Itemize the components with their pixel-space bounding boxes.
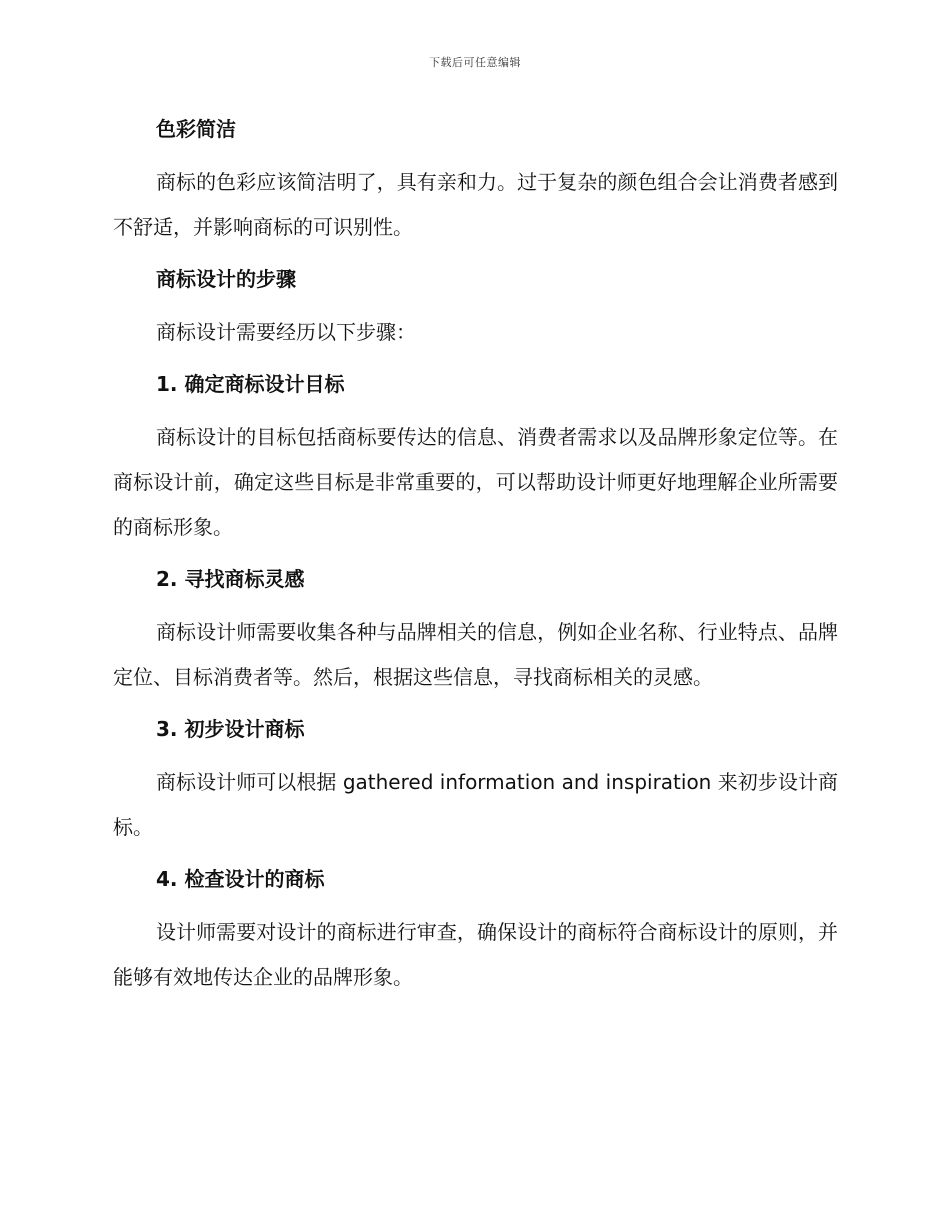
document-body [113, 112, 838, 1000]
section-paragraph: 设计师需要对设计的商标进行审查，确保设计的商标符合商标设计的原则，并能够有效地传达企业的品牌形象。 [113, 920, 838, 989]
section-paragraph: 商标设计需要经历以下步骤： [156, 320, 416, 344]
section-design-steps [113, 262, 838, 367]
section-step-3 [113, 712, 838, 862]
section-step-1 [113, 367, 838, 562]
section-paragraph: 商标的色彩应该简洁明了，具有亲和力。过于复杂的颜色组合会让消费者感到不舒适，并影响商标的可识别性。 [113, 170, 838, 239]
section-heading: 色彩简洁 [156, 117, 236, 141]
section-heading: 4. 检查设计的商标 [156, 867, 325, 891]
section-paragraph: 商标设计的目标包括商标要传达的信息、消费者需求以及品牌形象定位等。在商标设计前，确定这些目标是非常重要的，可以帮助设计师更好地理解企业所需要的商标形象。 [113, 425, 838, 539]
section-paragraph: 商标设计师需要收集各种与品牌相关的信息，例如企业名称、行业特点、品牌定位、目标消费者等。然后，根据这些信息，寻找商标相关的灵感。 [113, 620, 838, 689]
section-heading: 1. 确定商标设计目标 [156, 372, 345, 396]
page-header-note: 下载后可任意编辑 [429, 56, 521, 69]
section-heading: 商标设计的步骤 [156, 267, 296, 291]
section-step-4 [113, 862, 838, 1000]
section-paragraph: 商标设计师可以根据 gathered information and inspiration 来初步设计商标。 [113, 770, 838, 839]
section-heading: 3. 初步设计商标 [156, 717, 305, 741]
section-heading: 2. 寻找商标灵感 [156, 567, 305, 591]
section-color-simplicity [113, 112, 838, 262]
section-step-2 [113, 562, 838, 712]
